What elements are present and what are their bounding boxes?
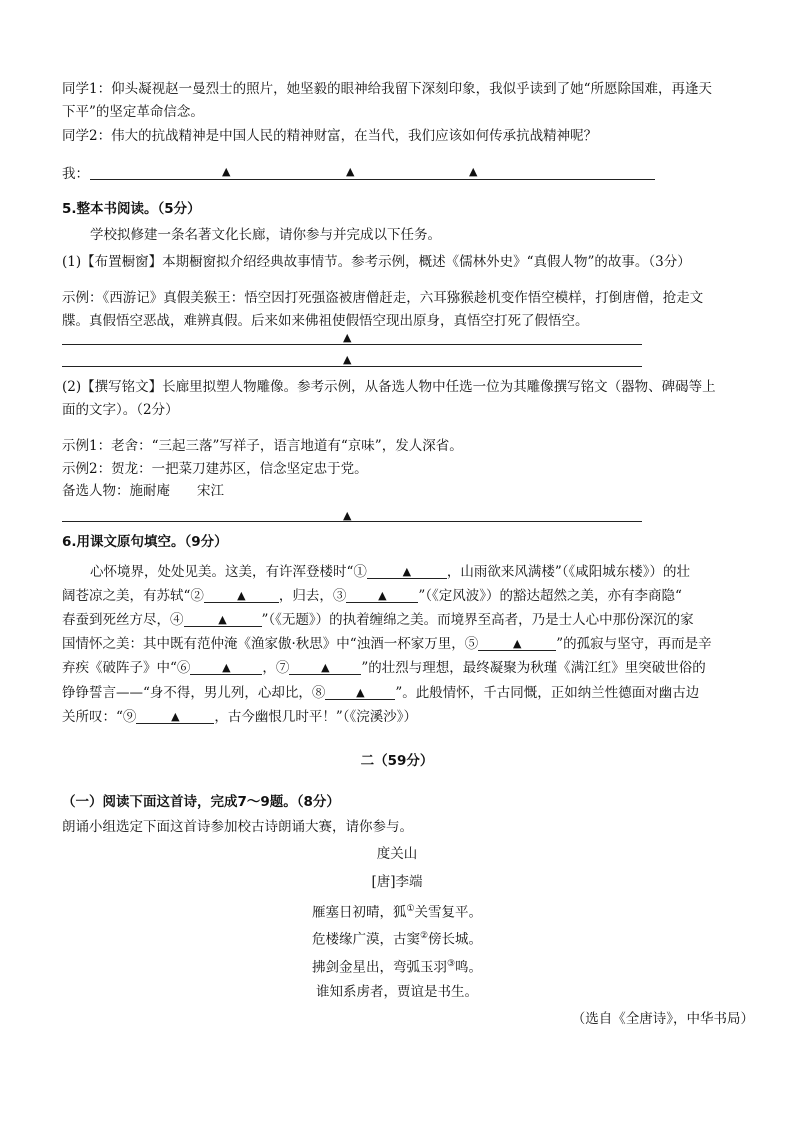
q5-task2-line2: 面的文字）。（2分） xyxy=(62,402,179,418)
q6-text: 铮铮誓言——“身不得，男儿列，心却比，⑧ xyxy=(62,685,326,701)
dialogue-student1-line2: 下平”的坚定革命信念。 xyxy=(62,104,204,120)
fill-blank-5[interactable] xyxy=(478,635,556,651)
q5-task2-example1: 示例1：老舍：“三起三落”写祥子，语言地道有“京味”，发人深省。 xyxy=(62,438,463,454)
answer-marker: ▲ xyxy=(321,661,330,674)
q6-text: ，⑦ xyxy=(262,660,290,676)
footnote-marker: ③ xyxy=(446,959,456,969)
fill-blank-4[interactable] xyxy=(184,611,262,627)
poem-source: （选自《全唐诗》，中华书局） xyxy=(571,1011,754,1027)
poem-text: 鸣。 xyxy=(455,959,483,976)
fill-blank-2[interactable] xyxy=(204,587,279,603)
q5-intro: 学校拟修建一条名著文化长廊，请你参与并完成以下任务。 xyxy=(90,227,441,243)
q6-text: ”的壮烈与理想，最终凝聚为秋瑾《满江红》里突破世俗的 xyxy=(361,660,706,676)
answer-marker: ▲ xyxy=(378,589,387,602)
q5-task1-example-line1: 示例：《西游记》真假美猴王：悟空因打死强盗被唐僧赶走，六耳猕猴趁机变作悟空模样，打倒唐僧，抢走文 xyxy=(62,290,704,306)
poem-line-1 xyxy=(0,900,794,922)
poem-author: [唐]李端 xyxy=(371,874,423,890)
q5-task2-example2: 示例2：贺龙：一把菜刀建苏区，信念坚定忠于党。 xyxy=(62,461,368,477)
answer-marker: ▲ xyxy=(222,165,231,178)
q6-line5 xyxy=(62,659,706,677)
answer-marker: ▲ xyxy=(402,565,412,578)
poem-text: 雁塞日初晴，狐 xyxy=(311,904,407,921)
q6-line3 xyxy=(62,611,694,629)
footnote-marker: ① xyxy=(406,904,415,914)
answer-marker: ▲ xyxy=(346,165,355,178)
q6-text: 阔苍凉之美，有苏轼“② xyxy=(62,588,204,604)
answer-marker: ▲ xyxy=(171,710,180,723)
poem-text: 傍长城。 xyxy=(428,931,483,948)
q6-text: ，古今幽恨几时平！”（《浣溪沙》） xyxy=(214,709,418,725)
poem-text: 危楼缘广漠，古窦 xyxy=(311,931,420,948)
q6-line2 xyxy=(62,587,682,605)
q6-line1 xyxy=(90,563,690,581)
dialogue-student2: 同学2：伟大的抗战精神是中国人民的精神财富，在当代，我们应该如何传承抗战精神呢？ xyxy=(62,128,598,144)
poem-line-4: 谁知系虏者，贾谊是书生。 xyxy=(316,984,478,1000)
answer-marker: ▲ xyxy=(343,509,352,522)
q6-text: ，山雨欲来风满楼”（《咸阳城东楼》）的壮 xyxy=(446,564,691,580)
poem-title: 度关山 xyxy=(376,846,418,862)
q6-text: ”（《定风波》）的豁达超然之美，亦有李商隐“ xyxy=(418,588,682,604)
poem-line-3 xyxy=(0,955,794,977)
answer-line-me[interactable] xyxy=(90,179,655,180)
q5-task2-line1: (2)【撰写铭文】长廊里拟塑人物雕像。参考示例，从备选人物中任选一位为其雕像撰写铭文（器物、碑碣等上 xyxy=(62,379,716,395)
q6-text: ”（《无题》）的执着缠绵之美。而境界至高者，乃是士人心中那份深沉的家 xyxy=(261,612,694,628)
q6-line4 xyxy=(62,635,712,653)
q5-title: 5.整本书阅读。（5分） xyxy=(62,201,201,217)
fill-blank-8[interactable] xyxy=(325,684,395,700)
q6-text: 春蚕到死丝方尽，④ xyxy=(62,612,184,628)
part2-heading: 二（59分） xyxy=(360,753,434,769)
q6-text: 弃疾《破阵子》中“⑥ xyxy=(62,660,191,676)
answer-marker: ▲ xyxy=(237,589,246,602)
answer-marker: ▲ xyxy=(356,686,365,699)
q5-task1-example-line2: 牒。真假悟空恶战，难辨真假。后来如来佛祖使假悟空现出原身，真悟空打死了假悟空。 xyxy=(62,313,589,329)
poem-text: 关雪复平。 xyxy=(414,904,483,921)
fill-blank-6[interactable] xyxy=(190,659,262,675)
footnote-marker: ② xyxy=(419,931,429,941)
answer-marker: ▲ xyxy=(469,165,478,178)
poem-text: 拂剑金星出，弯弧玉羽 xyxy=(311,959,447,976)
q6-title: 6.用课文原句填空。（9分） xyxy=(62,534,228,550)
q6-text: 国情怀之美：其中既有范仲淹《渔家傲·秋思》中“浊酒一杯家万里，⑤ xyxy=(62,636,479,652)
fill-blank-9[interactable] xyxy=(136,708,214,724)
poem-line-2 xyxy=(0,927,794,949)
dialogue-student1-line1: 同学1：仰头凝视赵一曼烈士的照片，她坚毅的眼神给我留下深刻印象，我似乎读到了她“所愿除国难，再逢天 xyxy=(62,81,712,97)
fill-blank-1[interactable] xyxy=(367,563,447,579)
q6-text: ”的孤寂与坚守，再而是辛 xyxy=(556,636,712,652)
answer-line-q5-2[interactable] xyxy=(62,521,642,522)
q6-line7 xyxy=(62,708,417,726)
q6-text: ，归去，③ xyxy=(278,588,347,604)
answer-marker: ▲ xyxy=(343,353,352,366)
q6-line6 xyxy=(62,684,699,702)
q5-task2-options: 备选人物：施耐庵 宋江 xyxy=(62,483,224,499)
q6-text: ”。此般情怀，千古同慨，正如纳兰性德面对幽古边 xyxy=(395,685,700,701)
answer-marker: ▲ xyxy=(218,613,227,626)
answer-marker: ▲ xyxy=(343,331,352,344)
answer-line-q5-1a[interactable] xyxy=(62,344,642,345)
q5-task1: (1)【布置橱窗】本期橱窗拟介绍经典故事情节。参考示例，概述《儒林外史》“真假人物”的故事。（3分） xyxy=(62,254,691,270)
fill-blank-7[interactable] xyxy=(289,659,361,675)
q6-text: 关所叹：“⑨ xyxy=(62,709,137,725)
answer-marker: ▲ xyxy=(512,637,522,650)
dialogue-me-label: 我： xyxy=(62,166,89,182)
answer-marker: ▲ xyxy=(222,661,231,674)
part2-intro: 朗诵小组选定下面这首诗参加校古诗朗诵大赛，请你参与。 xyxy=(62,819,413,835)
q6-text: 心怀境界，处处见美。这美，有许浑登楼时“① xyxy=(90,564,367,580)
answer-line-q5-1b[interactable] xyxy=(62,366,642,367)
fill-blank-3[interactable] xyxy=(346,587,418,603)
part2-subheading: （一）阅读下面这首诗，完成7～9题。（8分） xyxy=(62,794,340,810)
